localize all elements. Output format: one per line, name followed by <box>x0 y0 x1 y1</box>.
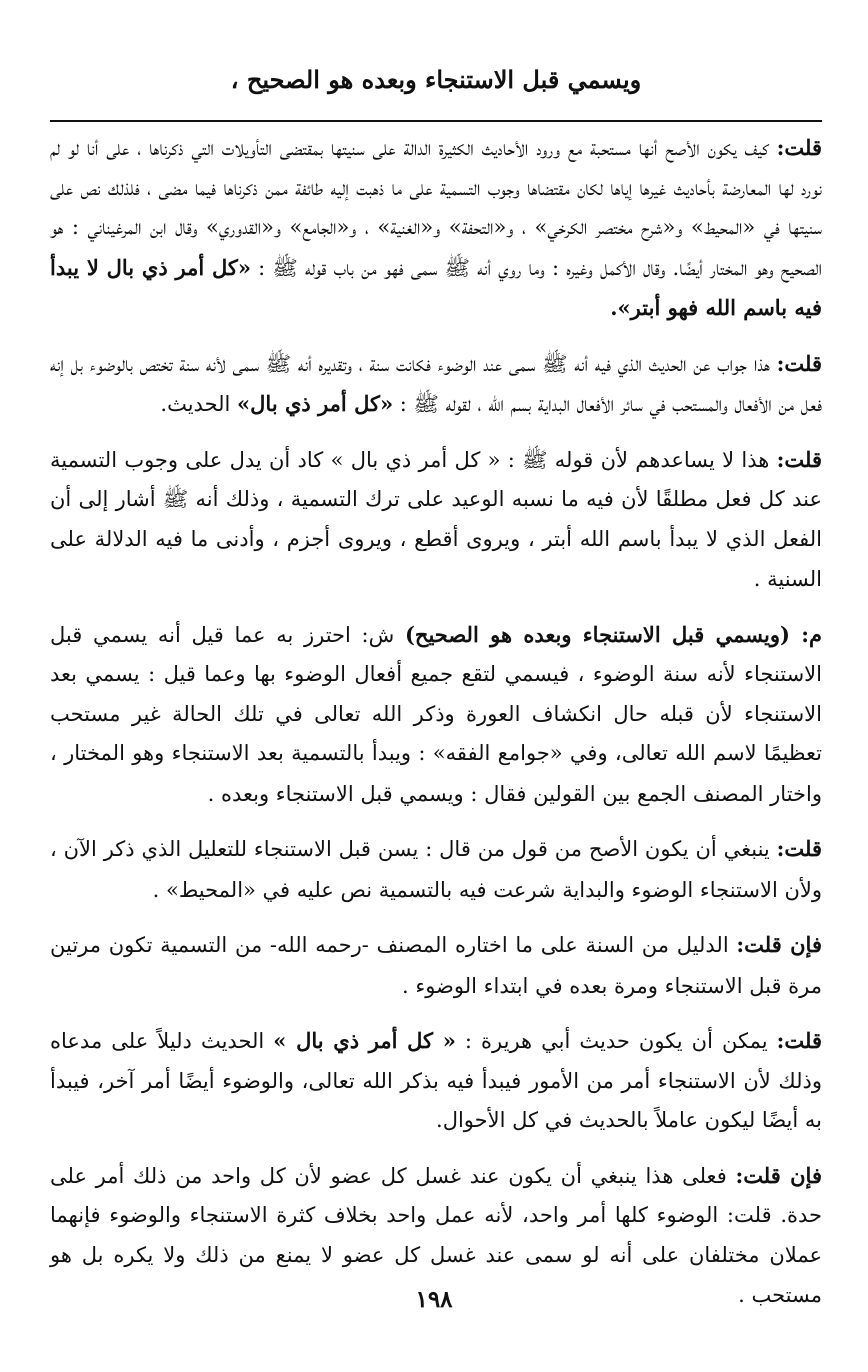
paragraph-body: ش: احترز به عما قيل أنه يسمي قبل الاستنجاء لأنه سنة الوضوء ، فيسمي لتقع جميع أفعال الوضوء بها وعما قيل : يسمي بعد الاستنجاء لأن قبله حال انكشاف العورة وذكر الله تعالى في تلك الحالة غير مستحب تعظيمًا لاسم الله تعالى، وفي «جوامع الفقه» : ويبدأ بالتسمية بعد الاستنجاء وهو المختار ، واختار المصنف الجمع بين القولين فقال : ويسمي قبل الاستنجاء وبعده . <box>50 622 822 806</box>
hadith-quote: «كل أمر ذي بال» <box>237 391 394 416</box>
paragraph-lead: قلت: <box>776 1028 822 1053</box>
header-rule <box>50 120 822 122</box>
running-title: ويسمي قبل الاستنجاء وبعده هو الصحيح ، <box>230 65 642 94</box>
paragraph-lead: قلت: <box>776 836 822 861</box>
paragraph-body: الدليل من السنة على ما اختاره المصنف -رحمه الله- من التسمية تكون مرتين مرة قبل الاستنجاء ومرة بعده في ابتداء الوضوء . <box>50 933 822 998</box>
page-number: ١٩٨ <box>415 1286 453 1313</box>
paragraph-2 <box>50 344 822 425</box>
paragraph-body: كيف يكون الأصح أنها مستحبة مع ورود الأحاديث الكثيرة الدالة على سنيتها بمقتضى التأويلات التي ذكرناها ، على أنا لو لم نورد لها المعارضة بأحاديث غيرها إياها لكان مقتضاها وجوب التسمية على ما ذهبت إليه طائفة ممن ذكرناها فيما مضى ، فلذلك نص على سنيتها في «المحيط» و«شرح مختصر الكرخي» ، و«التحفة» و«الغنية» ، و«الجامع» و«القدوري» وقال ابن المرغيناني : هو الصحيح وهو المختار أيضًا. وقال الأكمل وغيره : وما روي أنه ﷺ سمى فهو من باب قوله ﷺ : <box>50 136 822 280</box>
paragraph-6 <box>50 925 822 1006</box>
paragraph-5 <box>50 829 822 910</box>
paragraph-7 <box>50 1021 822 1141</box>
paragraph-lead: م: (ويسمي قبل الاستنجاء وبعده هو الصحيح) <box>404 621 822 647</box>
paragraph-lead: قلت: <box>776 135 822 160</box>
paragraph-lead: قلت: <box>776 446 822 472</box>
paragraph-lead: فإن قلت: <box>736 932 822 957</box>
paragraph-body: هذا لا يساعدهم لأن قوله ﷺ : « كل أمر ذي بال » كاد أن يدل على وجوب التسمية عند كل فعل مطلقًا لأن فيه ما نسبه الوعيد على ترك التسمية ، وذلك أنه ﷺ أشار إلى أن الفعل الذي لا يبدأ باسم الله أبتر ، ويروى أقطع ، ويروى أجزم ، وأدنى ما فيه الدلالة على السنية . <box>50 447 822 591</box>
hadith-quote: « كل أمر ذي بال » <box>273 1028 456 1053</box>
hadith-quote: «كل أمر ذي بال لا يبدأ فيه باسم الله فهو أبتر». <box>50 254 822 320</box>
paragraph-tail: الحديث دليلاً على مدعاه وذلك لأن الاستنجاء أمر من الأمور فيبدأ فيه بذكر الله تعالى، والوضوء أيضًا أمر آخر، فيبدأ به أيضًا ليكون عاملاً بالحديث في كل الأحوال. <box>50 1029 822 1132</box>
paragraph-body: ينبغي أن يكون الأصح من قول من قال : يسن قبل الاستنجاء للتعليل الذي ذكر الآن ، ولأن الاستنجاء الوضوء والبداية شرعت فيه بالتسمية نص عليه في «المحيط» . <box>50 837 822 902</box>
paragraph-lead: قلت: <box>776 350 822 376</box>
paragraph-1 <box>50 128 822 329</box>
paragraph-lead: فإن قلت: <box>735 1162 822 1188</box>
paragraph-4 <box>50 615 822 815</box>
paragraph-3 <box>50 440 822 600</box>
paragraph-body: هذا جواب عن الحديث الذي فيه أنه ﷺ سمى عند الوضوء فكانت سنة ، وتقديره أنه ﷺ سمى لأنه سنة تختص بالوضوء بل إنه فعل من الأفعال والمستحب في سائر الأفعال البداية بسم الله ، لقوله ﷺ : <box>50 351 822 416</box>
paragraph-tail: الحديث. <box>160 392 238 416</box>
text-body <box>50 128 822 1316</box>
paragraph-body: فعلى هذا ينبغي أن يكون عند غسل كل عضو لأن كل واحد من ذلك أمر على حدة. قلت: الوضوء كلها أمر واحد، لأنه عمل واحد بخلاف كثرة الاستنجاء والوضوء فإنهما عملان مختلفان على أنه لو سمى عند غسل كل عضو لا يمنع من ذلك ولا يكره بل هو مستحب . <box>50 1163 822 1307</box>
paragraph-body: يمكن أن يكون حديث أبي هريرة : <box>455 1029 777 1053</box>
